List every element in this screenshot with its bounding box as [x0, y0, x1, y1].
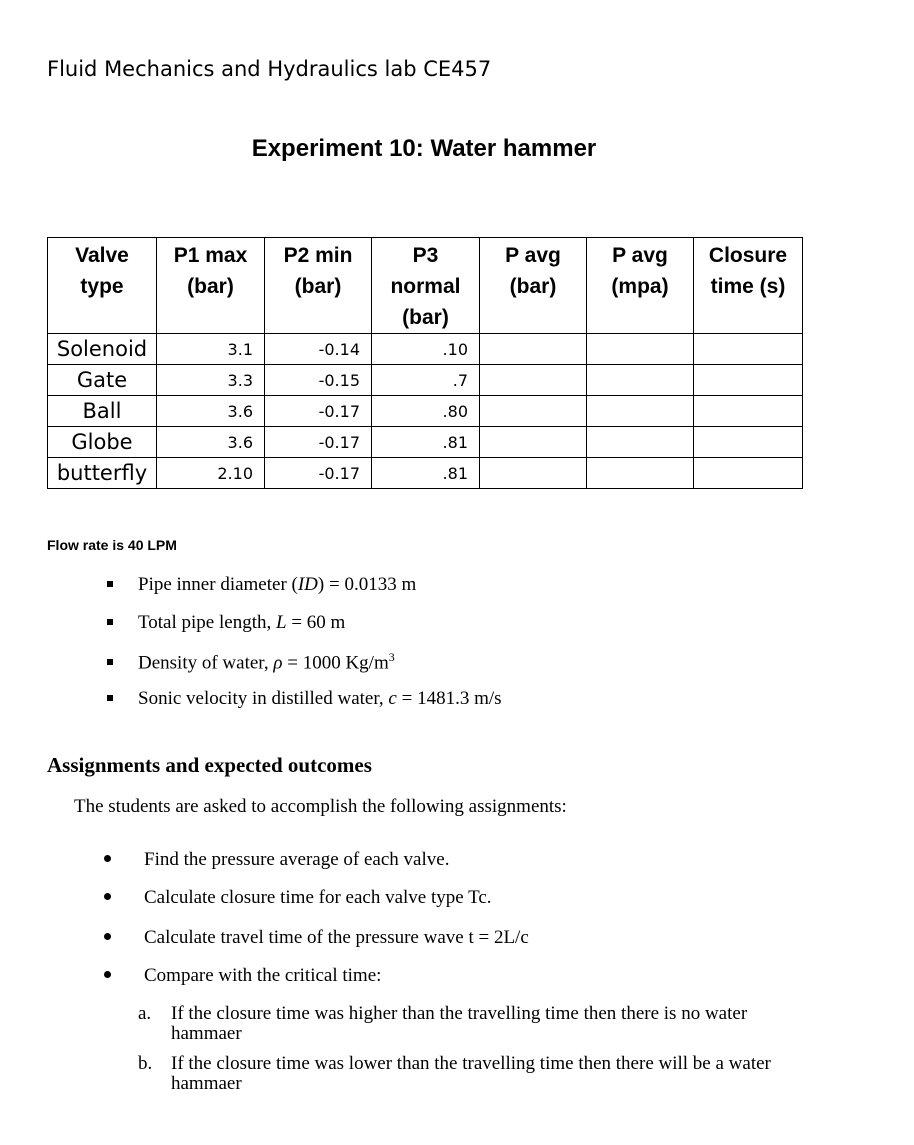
valve-type-cell: Globe: [48, 427, 157, 458]
p2-min-cell: -0.17: [265, 427, 372, 458]
sub-item-a: [138, 1004, 798, 1044]
header-line: (bar): [402, 306, 449, 329]
spec-water-density: [107, 650, 395, 674]
closure-time-cell: [694, 365, 803, 396]
header-line: (bar): [294, 275, 342, 298]
header-line: Closure: [708, 244, 788, 267]
spec-variable: c: [388, 688, 397, 709]
spec-variable: ID: [297, 574, 318, 595]
p-avg-mpa-cell: [587, 334, 694, 365]
p2-min-cell: -0.15: [265, 365, 372, 396]
sub-item-label: a.: [138, 1003, 152, 1024]
document-header: Fluid Mechanics and Hydraulics lab CE457: [47, 57, 492, 81]
spec-text: Density of water,: [138, 652, 274, 674]
p3-normal-cell: .7: [372, 365, 480, 396]
valve-type-cell: butterfly: [48, 458, 157, 489]
table-header-row: [48, 238, 803, 334]
header-line: time (s): [710, 275, 786, 298]
bullet-icon: [104, 893, 111, 900]
assignments-heading: Assignments and expected outcomes: [47, 753, 372, 777]
header-line: Valve: [75, 244, 129, 267]
header-line: (mpa): [611, 275, 669, 298]
page-title: Experiment 10: Water hammer: [251, 135, 597, 162]
table-row: [48, 365, 803, 396]
table-row: [48, 427, 803, 458]
spec-text: Total pipe length,: [138, 612, 276, 633]
results-table: [47, 237, 803, 489]
p2-min-cell: -0.14: [265, 334, 372, 365]
assignments-intro: The students are asked to accomplish the following assignments:: [74, 796, 567, 817]
p3-normal-cell: .81: [372, 458, 480, 489]
square-bullet-icon: [107, 695, 113, 701]
assignment-text: Calculate closure time for each valve type Tc.: [144, 887, 492, 908]
sub-item-b: [138, 1054, 798, 1094]
sub-item-label: b.: [138, 1053, 153, 1074]
spec-variable: L: [275, 612, 287, 633]
header-line: P1 max: [173, 244, 248, 267]
bullet-icon: [104, 971, 111, 978]
header-line: (bar): [187, 275, 234, 298]
p-avg-mpa-cell: [587, 427, 694, 458]
spec-text: = 1481.3 m/s: [396, 688, 502, 709]
p1-max-cell: 3.3: [157, 365, 265, 396]
closure-time-cell: [694, 427, 803, 458]
p3-normal-cell: .81: [372, 427, 480, 458]
spec-pipe-diameter: [107, 574, 416, 596]
column-header-p3-normal: [372, 238, 480, 334]
p-avg-mpa-cell: [587, 365, 694, 396]
assignment-item: [104, 965, 381, 987]
valve-type-cell: Ball: [48, 396, 157, 427]
column-header-p1-max: [157, 238, 265, 334]
spec-text: = 1000 Kg/m: [282, 652, 389, 674]
spec-pipe-length: [107, 612, 345, 634]
assignment-text: Calculate travel time of the pressure wave t = 2L/c: [144, 927, 529, 948]
assignment-text: Compare with the critical time:: [144, 965, 382, 986]
p1-max-cell: 3.1: [157, 334, 265, 365]
table-row: [48, 396, 803, 427]
column-header-closure-time: [694, 238, 803, 334]
bullet-icon: [104, 855, 111, 862]
spec-variable: ρ: [273, 652, 283, 674]
p-avg-bar-cell: [480, 396, 587, 427]
spec-sonic-velocity: [107, 688, 502, 710]
assignment-item: [104, 927, 529, 949]
p1-max-cell: 2.10: [157, 458, 265, 489]
closure-time-cell: [694, 396, 803, 427]
assignment-item: [104, 849, 449, 871]
header-line: P3: [412, 244, 439, 267]
column-header-valve-type: [48, 238, 157, 334]
p-avg-mpa-cell: [587, 458, 694, 489]
assignment-text: Find the pressure average of each valve.: [144, 849, 450, 870]
column-header-p2-min: [265, 238, 372, 334]
p2-min-cell: -0.17: [265, 396, 372, 427]
table-row: [48, 334, 803, 365]
p1-max-cell: 3.6: [157, 396, 265, 427]
flow-rate-note: Flow rate is 40 LPM: [47, 537, 177, 553]
spec-text: = 60 m: [286, 612, 346, 633]
spec-text: Pipe inner diameter (: [138, 574, 298, 595]
spec-text: ) = 0.0133 m: [317, 574, 417, 595]
p1-max-cell: 3.6: [157, 427, 265, 458]
header-line: type: [80, 275, 124, 298]
header-line: normal: [390, 275, 461, 298]
square-bullet-icon: [107, 581, 113, 587]
bullet-icon: [104, 933, 111, 940]
p3-normal-cell: .10: [372, 334, 480, 365]
p-avg-mpa-cell: [587, 396, 694, 427]
closure-time-cell: [694, 334, 803, 365]
header-line: (bar): [509, 275, 557, 298]
sub-item-text: If the closure time was lower than the travelling time then there will be a water hammaer: [171, 1053, 771, 1094]
p-avg-bar-cell: [480, 365, 587, 396]
header-line: P avg: [612, 244, 668, 267]
square-bullet-icon: [107, 659, 113, 665]
header-line: P2 min: [283, 244, 353, 267]
p-avg-bar-cell: [480, 334, 587, 365]
p-avg-bar-cell: [480, 427, 587, 458]
p3-normal-cell: .80: [372, 396, 480, 427]
sub-item-text: If the closure time was higher than the travelling time then there is no water hammaer: [171, 1003, 748, 1044]
square-bullet-icon: [107, 619, 113, 625]
column-header-p-avg-mpa: [587, 238, 694, 334]
p2-min-cell: -0.17: [265, 458, 372, 489]
spec-superscript: 3: [388, 650, 395, 664]
header-line: P avg: [505, 244, 561, 267]
valve-type-cell: Gate: [48, 365, 157, 396]
column-header-p-avg-bar: [480, 238, 587, 334]
assignment-item: [104, 887, 492, 909]
valve-type-cell: Solenoid: [48, 334, 157, 365]
table-row: [48, 458, 803, 489]
spec-text: Sonic velocity in distilled water,: [138, 688, 389, 709]
p-avg-bar-cell: [480, 458, 587, 489]
closure-time-cell: [694, 458, 803, 489]
